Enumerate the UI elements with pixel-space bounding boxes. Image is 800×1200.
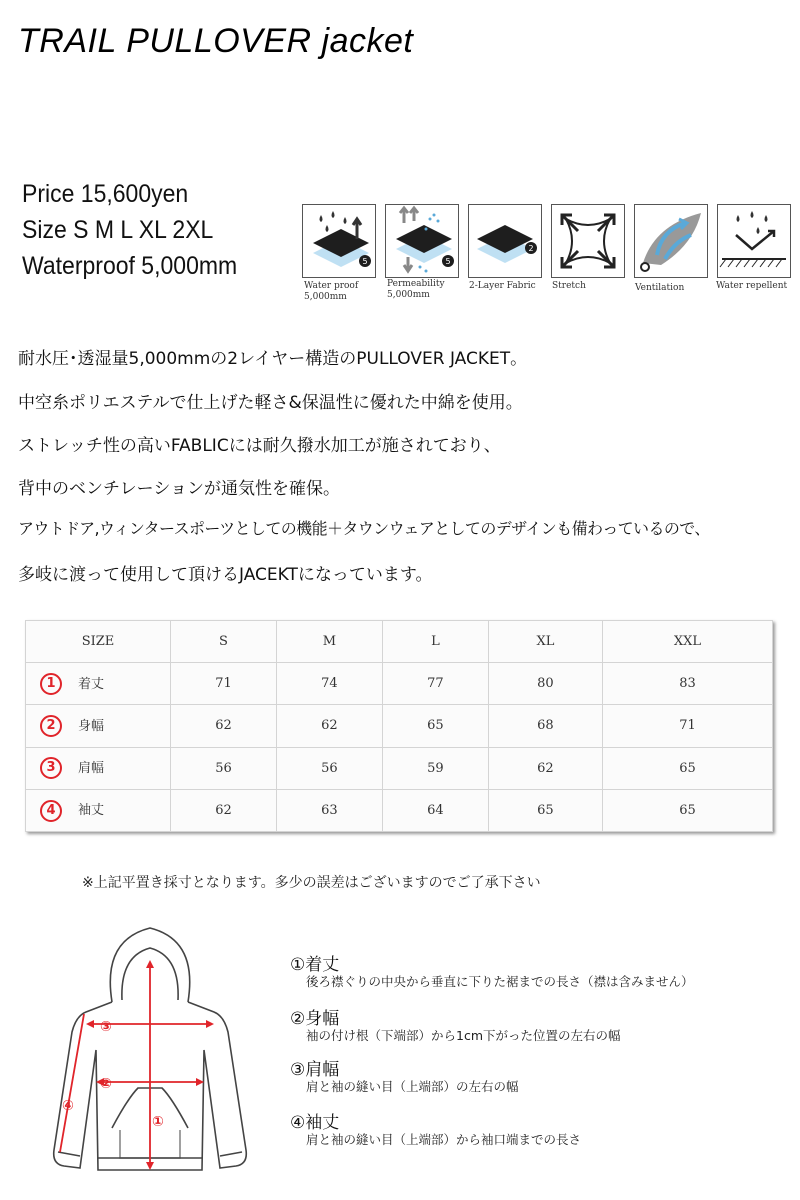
- table-header-xl: XL: [488, 621, 602, 663]
- table-cell: 62: [488, 747, 602, 789]
- table-cell: 56: [276, 747, 382, 789]
- measure-title-length: ①着丈: [290, 955, 340, 975]
- table-cell: 74: [276, 663, 382, 705]
- layer-badge: 2: [528, 244, 534, 253]
- layer-fabric-icon: [468, 204, 542, 278]
- table-cell: 62: [171, 705, 277, 747]
- permeability-badge: 5: [445, 257, 451, 266]
- feature-label-stretch: Stretch: [552, 281, 586, 291]
- feature-label-permeability: Permeability 5,000mm: [387, 279, 445, 300]
- row-number-badge: 1: [40, 673, 62, 695]
- marker-shoulder: ③: [100, 1019, 112, 1035]
- table-cell: 62: [171, 789, 277, 831]
- measurement-note: ※上記平置き採寸となります。多少の誤差はございますのでご了承下さい: [82, 875, 541, 891]
- table-cell: 71: [602, 705, 772, 747]
- desc-line-3: ストレッチ性の高いFABLICには耐久撥水加工が施されており、: [18, 436, 501, 456]
- stretch-icon: [551, 204, 625, 278]
- table-header-m: M: [276, 621, 382, 663]
- water-repellent-icon: [717, 204, 791, 278]
- ventilation-icon: [634, 204, 708, 278]
- row-label-width: 2 身幅: [26, 705, 171, 747]
- page-title: TRAIL PULLOVER jacket: [18, 22, 414, 60]
- table-cell: 62: [276, 705, 382, 747]
- marker-sleeve: ④: [62, 1098, 74, 1114]
- desc-line-4: 背中のベンチレーションが通気性を確保。: [18, 479, 340, 499]
- hoodie-diagram: [50, 920, 270, 1182]
- permeability-icon: [385, 204, 459, 278]
- table-header-size: SIZE: [26, 621, 171, 663]
- measure-desc-length: 後ろ襟ぐりの中央から垂直に下りた裾までの長さ（襟は含みません）: [306, 974, 694, 989]
- feature-label-ventilation: Ventilation: [635, 283, 685, 293]
- row-label-sleeve: 4 袖丈: [26, 789, 171, 831]
- table-header-l: L: [382, 621, 488, 663]
- table-cell: 65: [382, 705, 488, 747]
- table-row: [26, 663, 773, 705]
- row-number-badge: 4: [40, 800, 62, 822]
- row-label-shoulder: 3 肩幅: [26, 747, 171, 789]
- size-text: Size S M L XL 2XL: [22, 216, 214, 244]
- table-cell: 68: [488, 705, 602, 747]
- measure-title-shoulder: ③肩幅: [290, 1060, 340, 1080]
- table-cell: 77: [382, 663, 488, 705]
- table-cell: 83: [602, 663, 772, 705]
- row-number-badge: 2: [40, 715, 62, 737]
- table-header-s: S: [171, 621, 277, 663]
- waterproof-badge: 5: [362, 257, 368, 266]
- table-header-row: [26, 621, 773, 663]
- feature-label-water-repellent: Water repellent: [716, 281, 788, 291]
- desc-line-6: 多岐に渡って使用して頂けるJACEKTになっています。: [18, 565, 433, 585]
- measure-title-sleeve: ④袖丈: [290, 1113, 340, 1133]
- marker-length: ①: [152, 1114, 164, 1130]
- table-cell: 59: [382, 747, 488, 789]
- marker-width: ②: [100, 1076, 112, 1092]
- measure-desc-width: 袖の付け根（下端部）から1cm下がった位置の左右の幅: [306, 1028, 621, 1043]
- table-cell: 65: [602, 747, 772, 789]
- waterproof-icon: [302, 204, 376, 278]
- measure-title-width: ②身幅: [290, 1009, 340, 1029]
- waterproof-text: Waterproof 5,000mm: [22, 252, 238, 280]
- table-cell: 63: [276, 789, 382, 831]
- table-header-xxl: XXL: [602, 621, 772, 663]
- table-cell: 56: [171, 747, 277, 789]
- price-text: Price 15,600yen: [22, 180, 189, 208]
- measure-desc-shoulder: 肩と袖の縫い目（上端部）の左右の幅: [306, 1079, 519, 1094]
- desc-line-5: アウトドア,ウィンタースポーツとしての機能＋タウンウェアとしてのデザインも備わっているので、: [18, 519, 710, 538]
- table-row: [26, 705, 773, 747]
- desc-line-2: 中空糸ポリエステルで仕上げた軽さ&保温性に優れた中綿を使用。: [18, 393, 523, 413]
- table-cell: 65: [602, 789, 772, 831]
- table-row: [26, 789, 773, 831]
- table-cell: 80: [488, 663, 602, 705]
- table-cell: 65: [488, 789, 602, 831]
- table-row: [26, 747, 773, 789]
- measure-desc-sleeve: 肩と袖の縫い目（上端部）から袖口端までの長さ: [306, 1132, 582, 1147]
- row-label-length: 1 着丈: [26, 663, 171, 705]
- desc-line-1: 耐水圧･透湿量5,000mmの2レイヤー構造のPULLOVER JACKET。: [18, 349, 528, 369]
- table-cell: 71: [171, 663, 277, 705]
- row-number-badge: 3: [40, 757, 62, 779]
- feature-label-2layer: 2-Layer Fabric: [469, 281, 536, 291]
- feature-label-waterproof: Water proof 5,000mm: [304, 281, 359, 302]
- table-cell: 64: [382, 789, 488, 831]
- size-table: [25, 620, 773, 832]
